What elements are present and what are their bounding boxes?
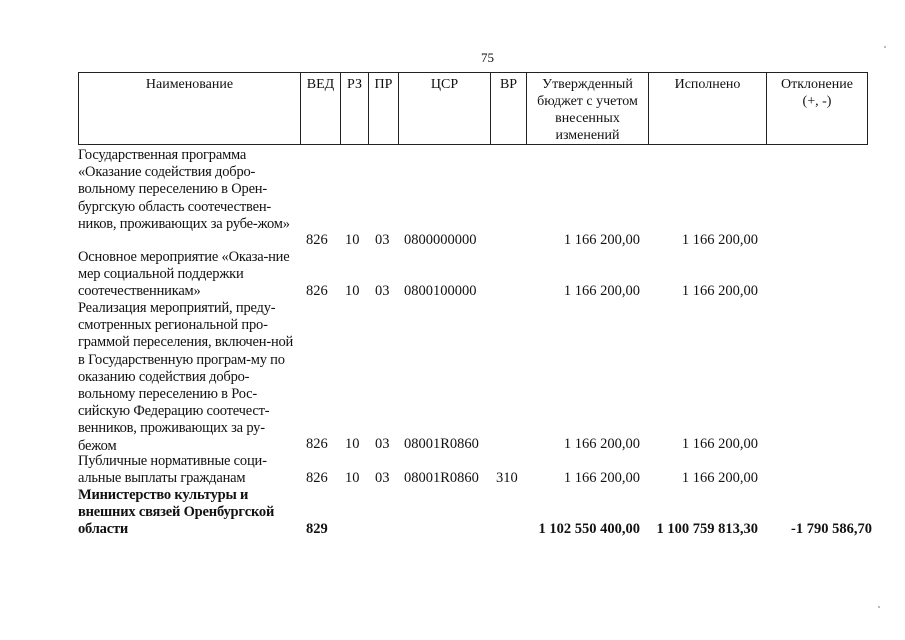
- row-rz: 10: [345, 283, 360, 299]
- header-vr: ВР: [490, 72, 526, 144]
- row-csr: 08001R0860: [404, 436, 479, 452]
- header-csr: ЦСР: [398, 72, 490, 144]
- row-ved: 826: [306, 283, 328, 299]
- row-executed: 1 166 200,00: [681, 283, 758, 299]
- row-deviation: -1 790 586,70: [791, 521, 872, 537]
- header-bottom-border: [78, 144, 868, 145]
- row-approved: 1 166 200,00: [563, 436, 640, 452]
- row-vr: 310: [496, 470, 518, 486]
- header-rz: РЗ: [340, 72, 368, 144]
- row-ved: 826: [306, 436, 328, 452]
- row-approved: 1 166 200,00: [563, 470, 640, 486]
- row-ved: 829: [306, 521, 328, 537]
- header-deviation: Отклонение (+, -): [766, 72, 867, 144]
- row-rz: 10: [345, 436, 360, 452]
- row-pr: 03: [375, 470, 390, 486]
- row-pr: 03: [375, 232, 390, 248]
- row-executed: 1 166 200,00: [681, 436, 758, 452]
- scan-speck: [878, 606, 880, 608]
- header-name: Наименование: [78, 72, 300, 144]
- header-executed: Исполнено: [648, 72, 766, 144]
- row-name: Государственная программа «Оказание содействия добро-вольному переселению в Орен-бургскую область соотечествен-ников, проживающих за рубе-жом»: [78, 147, 290, 232]
- row-name: Основное мероприятие «Оказа-ние мер социальной поддержки соотечественникам»: [78, 249, 290, 300]
- row-rz: 10: [345, 470, 360, 486]
- page-number: 75: [481, 50, 494, 65]
- row-name: Публичные нормативные соци-альные выплаты гражданам: [78, 453, 267, 487]
- row-approved: 1 166 200,00: [563, 232, 640, 248]
- row-name: Реализация мероприятий, преду-смотренных региональной про-граммой переселения, включен-ной в Государственную програм-му по оказанию содействия добро-вольному переселению в Рос-сийскую Федерацию соотечест-венников, проживающих за ру-бежом: [78, 300, 294, 454]
- header-pr: ПР: [368, 72, 398, 144]
- row-executed: 1 100 759 813,30: [656, 521, 758, 537]
- row-executed: 1 166 200,00: [681, 470, 758, 486]
- row-pr: 03: [375, 436, 390, 452]
- row-csr: 0800000000: [404, 232, 477, 248]
- row-ved: 826: [306, 470, 328, 486]
- row-ved: 826: [306, 232, 328, 248]
- scan-speck: [884, 46, 886, 48]
- row-approved: 1 166 200,00: [563, 283, 640, 299]
- row-pr: 03: [375, 283, 390, 299]
- row-approved: 1 102 550 400,00: [538, 521, 640, 537]
- row-executed: 1 166 200,00: [681, 232, 758, 248]
- row-csr: 0800100000: [404, 283, 477, 299]
- row-csr: 08001R0860: [404, 470, 479, 486]
- row-rz: 10: [345, 232, 360, 248]
- header-right-border: [867, 72, 868, 144]
- header-approved: Утвержденный бюджет с учетом внесенных изменений: [526, 72, 648, 144]
- header-ved: ВЕД: [300, 72, 340, 144]
- row-name: Министерство культуры и внешних связей Оренбургской области: [78, 487, 275, 538]
